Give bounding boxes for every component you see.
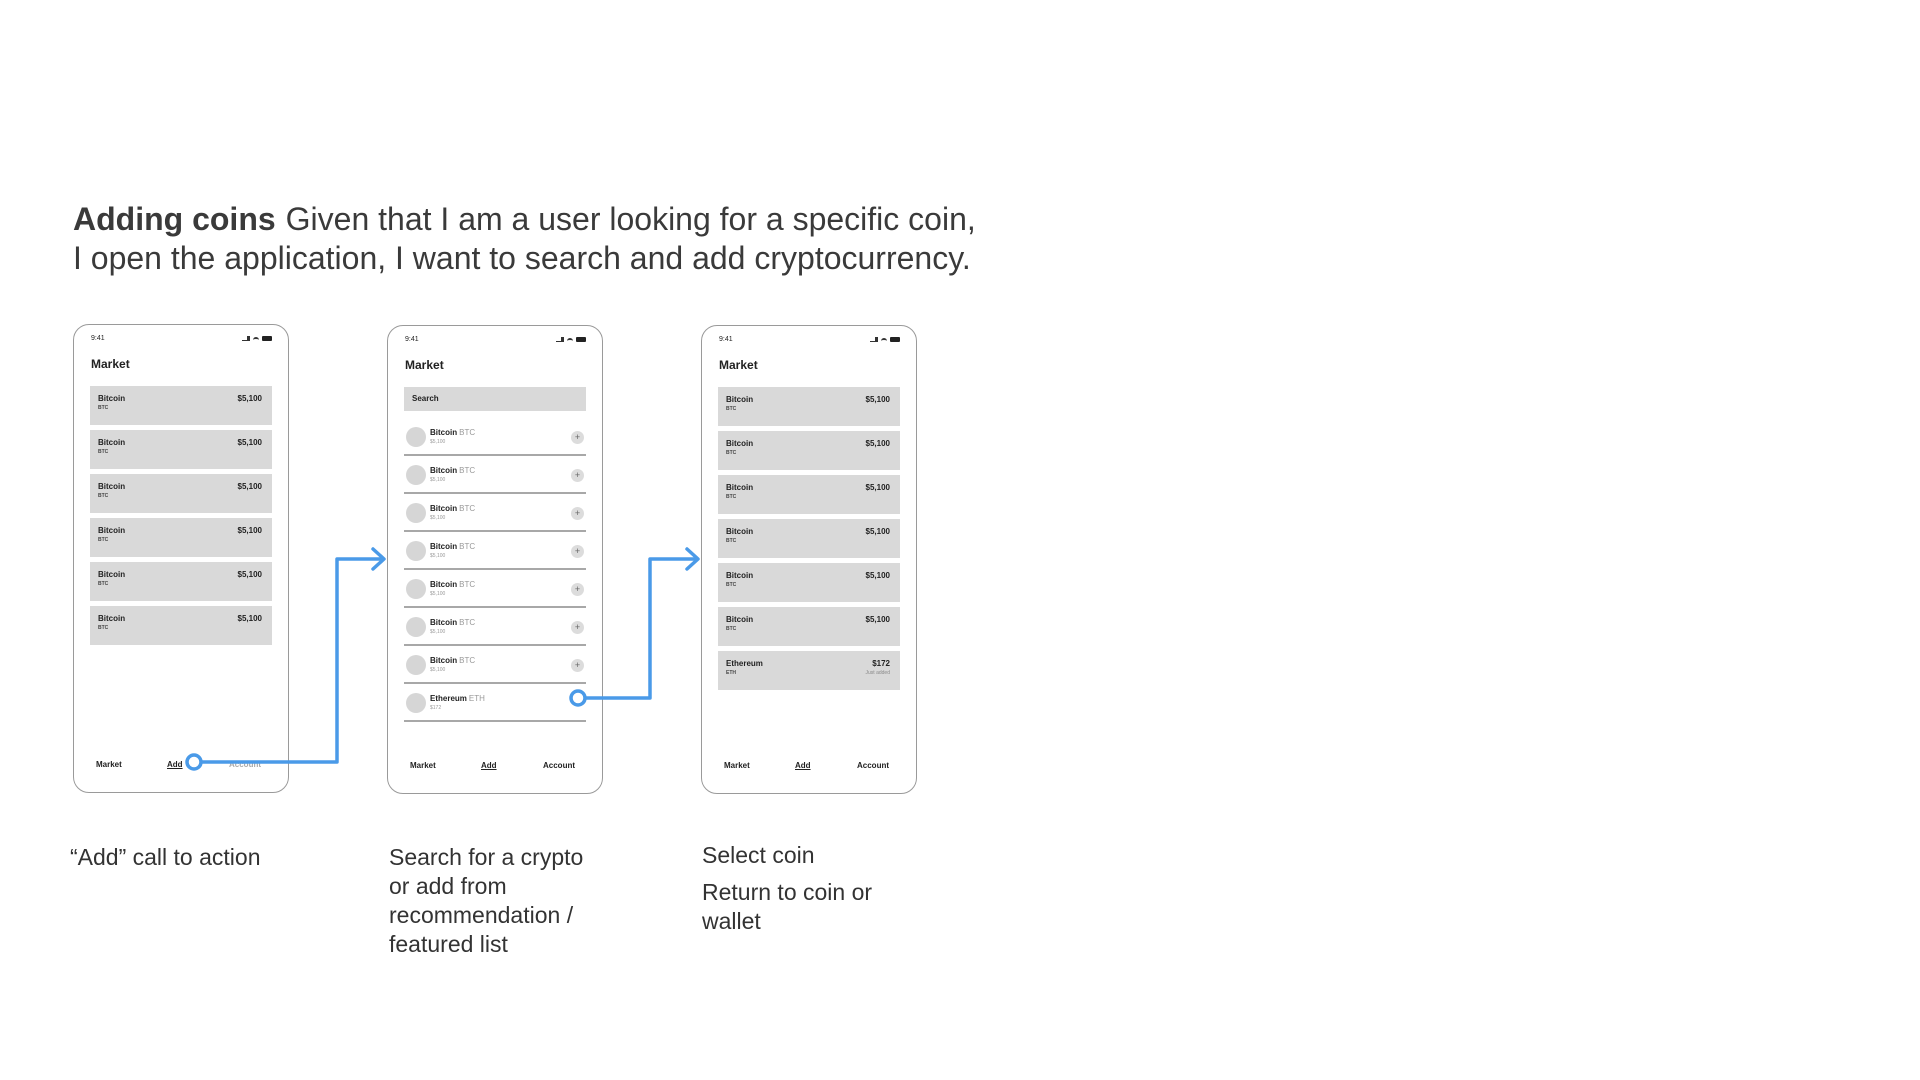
- heading-line-2: I open the application, I want to search and add cryptocurrency.: [73, 240, 971, 276]
- add-coin-button[interactable]: +: [571, 507, 584, 520]
- just-added-note: Just added: [865, 670, 890, 676]
- nav-add[interactable]: Add: [481, 761, 497, 770]
- coin-name: Bitcoin: [98, 570, 126, 579]
- flow-origin-dot-2: [571, 691, 585, 705]
- coin-name: Ethereum: [726, 659, 763, 668]
- coin-name: Bitcoin: [430, 428, 458, 437]
- add-coin-button[interactable]: +: [571, 583, 584, 596]
- coin-price: $5,100: [865, 527, 890, 536]
- add-coin-button[interactable]: +: [571, 431, 584, 444]
- coin-name: Ethereum: [430, 694, 467, 703]
- coin-symbol: BTC: [98, 581, 109, 587]
- heading-title: Adding coins: [73, 201, 276, 237]
- coin-name: Bitcoin: [98, 526, 126, 535]
- page-title: Market: [91, 357, 130, 371]
- coin-name: Bitcoin: [430, 618, 458, 627]
- coin-symbol: ETH: [468, 694, 485, 703]
- nav-add[interactable]: Add: [167, 760, 183, 769]
- coin-price: $172: [872, 659, 890, 668]
- coin-symbol: BTC: [726, 582, 737, 588]
- caption-2-line-4: featured list: [389, 931, 508, 957]
- coin-symbol: BTC: [459, 466, 476, 475]
- flow-arrow-2: [585, 559, 697, 698]
- coin-price: $5,100: [865, 395, 890, 404]
- coin-name: Bitcoin: [430, 580, 458, 589]
- coin-name: Bitcoin: [726, 395, 754, 404]
- coin-symbol: BTC: [459, 580, 476, 589]
- coin-symbol: BTC: [98, 493, 109, 499]
- heading-line-1: Given that I am a user looking for a specific coin,: [285, 201, 976, 237]
- coin-price: $5,100: [865, 483, 890, 492]
- coin-name: Bitcoin: [726, 527, 754, 536]
- nav-account[interactable]: Account: [543, 761, 575, 770]
- coin-name: Bitcoin: [98, 614, 126, 623]
- coin-price: $5,100: [430, 629, 446, 635]
- coin-name: Bitcoin: [430, 504, 458, 513]
- coin-symbol: BTC: [98, 537, 109, 543]
- coin-name: Bitcoin: [98, 438, 126, 447]
- coin-price: $5,100: [430, 515, 446, 521]
- nav-market[interactable]: Market: [96, 760, 122, 769]
- nav-account[interactable]: Account: [229, 760, 261, 769]
- nav-account[interactable]: Account: [857, 761, 889, 770]
- caption-3-line-1: Select coin: [702, 842, 815, 868]
- nav-add[interactable]: Add: [795, 761, 811, 770]
- caption-3-line-2: Return to coin or: [702, 879, 873, 905]
- coin-symbol: BTC: [98, 625, 109, 631]
- coin-symbol: BTC: [726, 494, 737, 500]
- coin-name: Bitcoin: [98, 482, 126, 491]
- coin-price: $5,100: [237, 438, 262, 447]
- coin-symbol: ETH: [726, 670, 736, 676]
- coin-name: Bitcoin: [726, 483, 754, 492]
- coin-name: Bitcoin: [726, 571, 754, 580]
- coin-name: Bitcoin: [726, 439, 754, 448]
- coin-price: $5,100: [430, 591, 446, 597]
- add-coin-button[interactable]: +: [571, 545, 584, 558]
- coin-price: $5,100: [237, 570, 262, 579]
- caption-1-line: “Add” call to action: [70, 844, 261, 870]
- caption-3-line-3: wallet: [702, 908, 761, 934]
- status-time: 9:41: [405, 336, 419, 343]
- coin-name: Bitcoin: [98, 394, 126, 403]
- page-title: Market: [719, 358, 758, 372]
- nav-market[interactable]: Market: [410, 761, 436, 770]
- coin-name: Bitcoin: [430, 466, 458, 475]
- coin-price: $172: [430, 705, 442, 711]
- caption-3: [702, 841, 872, 936]
- caption-2: [389, 843, 583, 959]
- flow-arrow-1: [202, 559, 383, 762]
- coin-price: $5,100: [430, 553, 446, 559]
- coin-name: Bitcoin: [726, 615, 754, 624]
- coin-price: $5,100: [237, 394, 262, 403]
- search-placeholder: Search: [412, 394, 439, 403]
- coin-symbol: BTC: [726, 626, 737, 632]
- caption-2-line-2: or add from: [389, 873, 507, 899]
- coin-price: $5,100: [237, 482, 262, 491]
- coin-symbol: BTC: [726, 406, 737, 412]
- caption-1: [70, 843, 260, 872]
- coin-symbol: BTC: [98, 449, 109, 455]
- coin-symbol: BTC: [98, 405, 109, 411]
- coin-name: Bitcoin: [430, 542, 458, 551]
- coin-symbol: BTC: [459, 428, 476, 437]
- coin-symbol: BTC: [726, 450, 737, 456]
- coin-symbol: BTC: [459, 504, 476, 513]
- status-time: 9:41: [91, 335, 105, 342]
- coin-symbol: BTC: [459, 618, 476, 627]
- coin-symbol: BTC: [726, 538, 737, 544]
- add-coin-button[interactable]: +: [571, 659, 584, 672]
- coin-price: $5,100: [865, 571, 890, 580]
- coin-price: $5,100: [237, 614, 262, 623]
- add-coin-button[interactable]: +: [571, 469, 584, 482]
- coin-symbol: BTC: [459, 656, 476, 665]
- flow-origin-dot-1: [187, 755, 201, 769]
- coin-price: $5,100: [865, 615, 890, 624]
- status-time: 9:41: [719, 336, 733, 343]
- coin-price: $5,100: [237, 526, 262, 535]
- coin-name: Bitcoin: [430, 656, 458, 665]
- page-title: Market: [405, 358, 444, 372]
- nav-market[interactable]: Market: [724, 761, 750, 770]
- coin-symbol: BTC: [459, 542, 476, 551]
- add-coin-button[interactable]: +: [571, 621, 584, 634]
- coin-price: $5,100: [430, 477, 446, 483]
- caption-2-line-1: Search for a crypto: [389, 844, 584, 870]
- coin-price: $5,100: [430, 667, 446, 673]
- coin-price: $5,100: [865, 439, 890, 448]
- caption-2-line-3: recommendation /: [389, 902, 574, 928]
- coin-price: $5,100: [430, 439, 446, 445]
